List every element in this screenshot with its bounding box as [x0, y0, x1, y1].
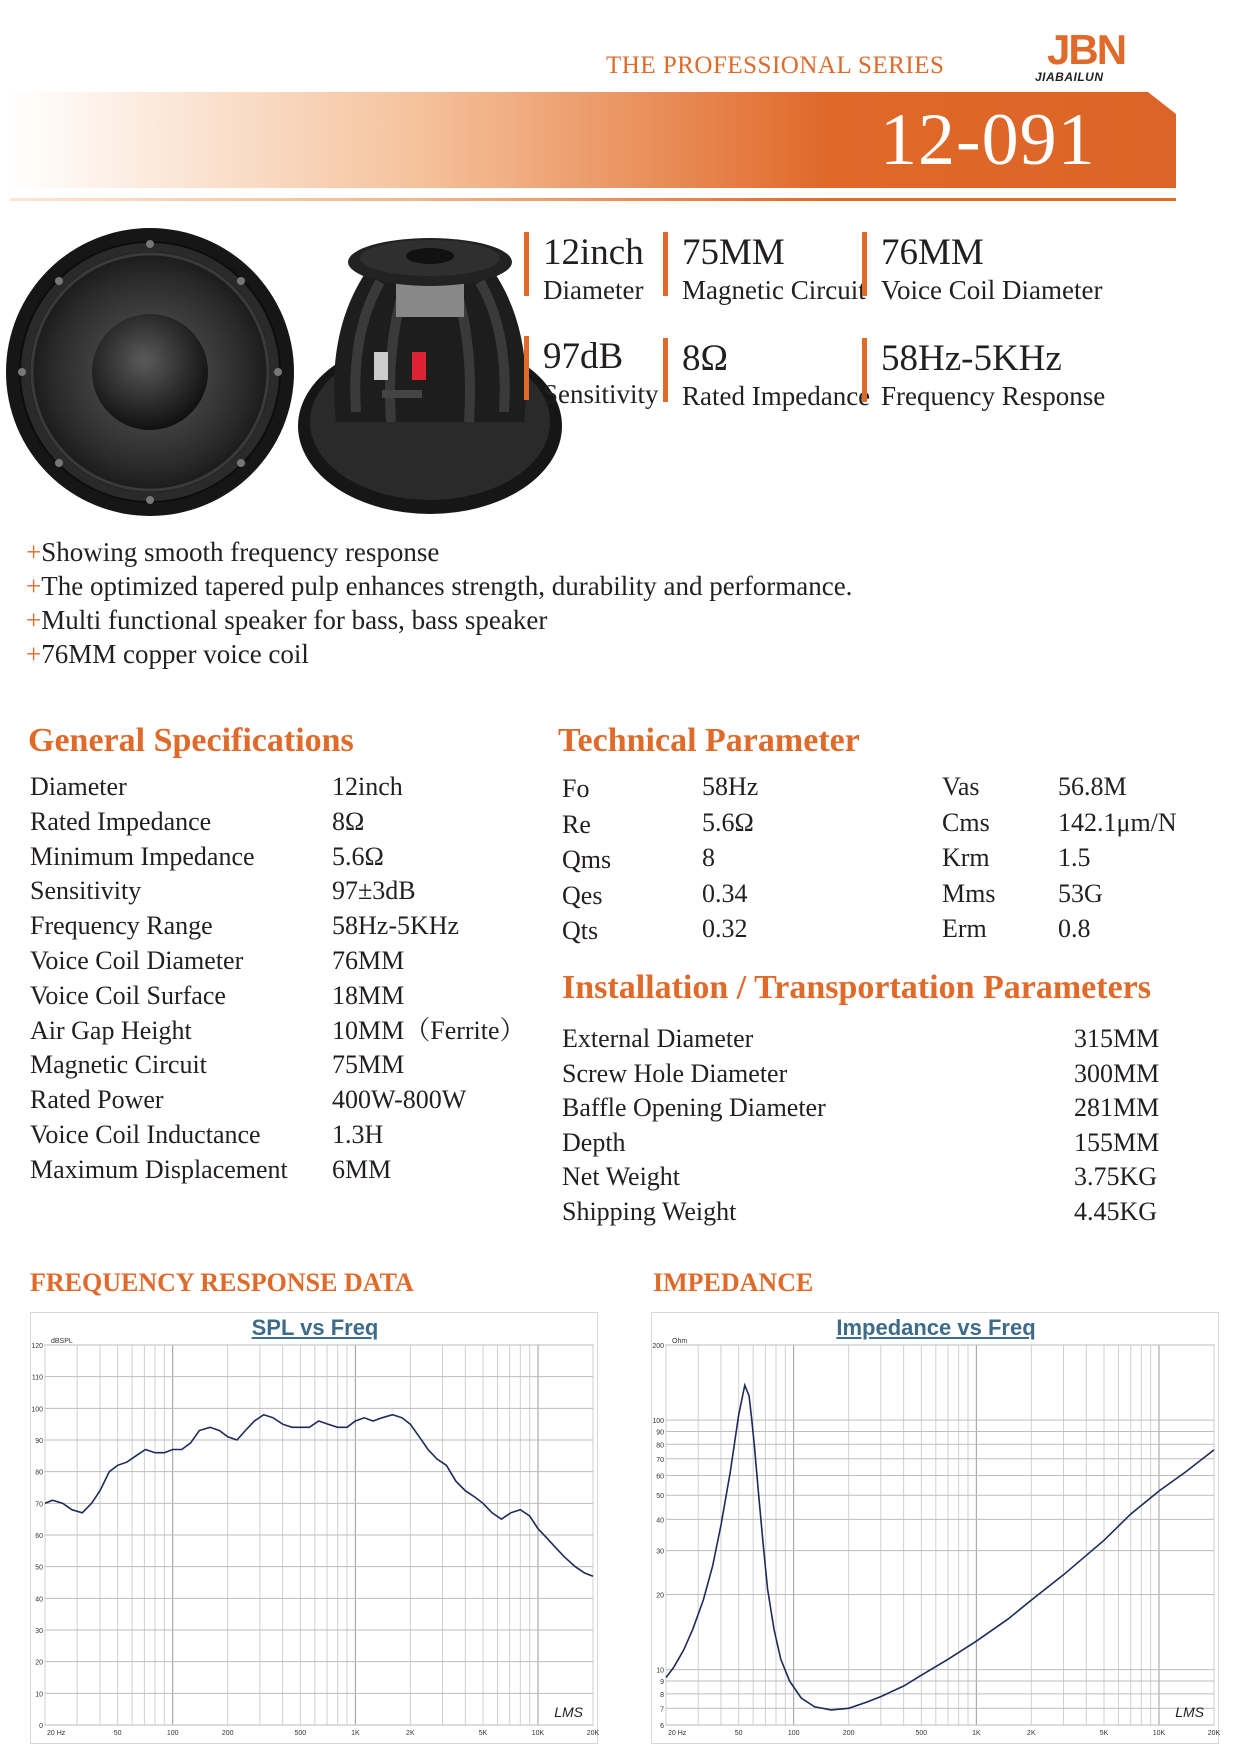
key-spec-label: Frequency Response [881, 381, 1106, 411]
y-tick-label: 60 [656, 1473, 664, 1481]
y-tick-label: 9 [660, 1679, 664, 1687]
x-tick-label: 200 [842, 1730, 855, 1737]
series-title: THE PROFESSIONAL SERIES [606, 52, 945, 79]
param-value: 5.6Ω [702, 807, 754, 837]
y-axis-label: Ohm [672, 1338, 688, 1345]
x-tick-label: 20K [1207, 1730, 1220, 1737]
install-value: 155MM [1074, 1127, 1160, 1157]
param-label: Fo [562, 774, 590, 803]
param-value: 0.32 [702, 914, 748, 943]
spl-chart-plot [31, 1313, 599, 1745]
install-label: Shipping Weight [562, 1197, 737, 1226]
key-spec-frequency-response [862, 338, 1106, 411]
impedance-chart-title: Impedance vs Freq [836, 1315, 1036, 1340]
y-tick-label: 6 [660, 1723, 664, 1730]
plus-icon: + [26, 639, 42, 669]
spec-label: Sensitivity [30, 876, 142, 906]
install-value: 3.75KG [1074, 1162, 1158, 1192]
x-tick-label: 20 Hz [47, 1730, 66, 1737]
key-spec-magnetic-circuit [663, 232, 866, 305]
y-tick-label: 50 [656, 1493, 664, 1501]
param-label: Qms [562, 845, 612, 874]
param-label: Re [562, 809, 591, 839]
param-label: Mms [942, 878, 996, 908]
install-label: Depth [562, 1127, 626, 1157]
install-value: 300MM [1074, 1058, 1160, 1088]
installation-table [562, 1022, 1222, 1232]
spec-value: 400W-800W [332, 1085, 467, 1115]
spec-label: Voice Coil Diameter [30, 946, 244, 975]
x-tick-label: 5K [478, 1730, 488, 1737]
spec-value: 1.3H [332, 1120, 384, 1149]
impedance-chart-plot [652, 1313, 1220, 1745]
x-tick-label: 1K [351, 1730, 360, 1737]
general-specs-title: General Specifications [28, 722, 354, 759]
logo-mark: JBN [1047, 26, 1126, 73]
spec-label: Diameter [30, 772, 127, 801]
x-tick-label: 2K [1027, 1730, 1036, 1737]
param-label: Cms [942, 807, 990, 837]
y-tick-label: 80 [35, 1469, 43, 1477]
model-number: 12-091 [880, 99, 1096, 181]
spec-value: 10MM（Ferrite） [332, 1015, 526, 1045]
key-spec-impedance [663, 338, 871, 411]
x-tick-label: 100 [166, 1730, 179, 1737]
param-value: 56.8M [1058, 772, 1127, 801]
y-axis-label: dBSPL [51, 1338, 73, 1345]
y-tick-label: 30 [656, 1548, 664, 1556]
spec-label: Magnetic Circuit [30, 1050, 207, 1080]
param-label: Erm [942, 914, 987, 943]
spec-value: 5.6Ω [332, 841, 384, 871]
x-tick-label: 1K [972, 1730, 981, 1737]
spec-value: 75MM [332, 1050, 405, 1080]
y-tick-label: 7 [660, 1706, 664, 1714]
speaker-front-image [4, 226, 296, 518]
logo-subtitle: JIABAILUN [1035, 70, 1104, 84]
key-spec-value: 76MM [881, 232, 984, 273]
feature-list [26, 535, 852, 671]
install-label: External Diameter [562, 1024, 754, 1053]
y-tick-label: 10 [656, 1667, 664, 1675]
lms-watermark: LMS [1175, 1704, 1204, 1720]
key-spec-value: 8Ω [682, 338, 728, 379]
param-label: Qes [562, 880, 603, 910]
feature-item: +Multi functional speaker for bass, bass speaker [26, 605, 548, 635]
feature-item: +The optimized tapered pulp enhances strength, durability and performance. [26, 571, 853, 601]
spec-value: 97±3dB [332, 876, 416, 906]
x-tick-label: 200 [221, 1730, 234, 1737]
install-label: Screw Hole Diameter [562, 1058, 788, 1088]
x-tick-label: 5K [1099, 1730, 1109, 1737]
param-value: 0.34 [702, 878, 748, 908]
y-tick-label: 40 [656, 1517, 664, 1525]
spec-value: 12inch [332, 772, 403, 801]
y-tick-label: 100 [31, 1406, 43, 1414]
y-tick-label: 110 [31, 1374, 43, 1382]
general-specs-table [30, 770, 550, 1190]
spl-chart [30, 1312, 598, 1744]
key-spec-sensitivity [524, 336, 659, 409]
y-tick-label: 70 [35, 1501, 43, 1509]
installation-title: Installation / Transportation Parameters [562, 969, 1151, 1006]
lms-watermark: LMS [554, 1704, 583, 1720]
key-spec-value: 97dB [543, 336, 624, 377]
spl-chart-title: SPL vs Freq [251, 1315, 379, 1340]
y-tick-label: 70 [656, 1456, 664, 1464]
y-tick-label: 10 [35, 1691, 43, 1699]
impedance-section-title: IMPEDANCE [653, 1268, 814, 1297]
x-tick-label: 20K [586, 1730, 599, 1737]
param-value: 8 [702, 843, 715, 872]
x-tick-label: 2K [406, 1730, 415, 1737]
install-label: Baffle Opening Diameter [562, 1093, 826, 1123]
impedance-chart [651, 1312, 1219, 1744]
spec-label: Air Gap Height [30, 1015, 192, 1045]
param-value: 142.1μm/N [1058, 807, 1177, 837]
brand-logo [1035, 28, 1145, 84]
y-tick-label: 30 [35, 1628, 43, 1635]
key-spec-label: Diameter [543, 275, 644, 305]
x-tick-label: 500 [294, 1730, 307, 1737]
y-tick-label: 0 [39, 1723, 43, 1730]
key-spec-label: Sensitivity [543, 379, 659, 409]
spec-value: 18MM [332, 980, 405, 1010]
key-spec-voice-coil [862, 232, 1103, 305]
y-tick-label: 120 [31, 1343, 43, 1350]
y-tick-label: 90 [35, 1438, 43, 1445]
spec-label: Maximum Displacement [30, 1154, 288, 1184]
y-tick-label: 60 [35, 1533, 43, 1540]
spec-label: Frequency Range [30, 911, 213, 941]
x-tick-label: 50 [113, 1730, 122, 1737]
key-spec-value: 58Hz-5KHz [881, 338, 1062, 379]
x-tick-label: 10K [531, 1730, 545, 1737]
key-spec-value: 12inch [543, 232, 644, 273]
plus-icon: + [26, 605, 42, 635]
y-tick-label: 8 [660, 1691, 664, 1699]
y-tick-label: 50 [35, 1564, 43, 1572]
spec-value: 6MM [332, 1154, 392, 1184]
param-value: 0.8 [1058, 914, 1091, 943]
x-tick-label: 500 [915, 1730, 928, 1737]
install-value: 281MM [1074, 1093, 1160, 1123]
key-spec-diameter [524, 232, 644, 305]
param-label: Vas [942, 772, 980, 801]
plot-area [666, 1345, 1214, 1725]
spec-label: Voice Coil Inductance [30, 1120, 261, 1149]
key-spec-label: Magnetic Circuit [682, 275, 866, 305]
spec-label: Rated Power [30, 1085, 164, 1115]
y-tick-label: 40 [35, 1596, 43, 1604]
install-label: Net Weight [562, 1162, 681, 1192]
x-tick-label: 50 [734, 1730, 743, 1737]
technical-parameter-table [562, 772, 1222, 952]
spec-label: Rated Impedance [30, 806, 212, 836]
plus-icon: + [26, 537, 42, 567]
param-label: Krm [942, 843, 990, 872]
y-tick-label: 20 [656, 1592, 664, 1600]
y-tick-label: 20 [35, 1659, 43, 1667]
param-value: 1.5 [1058, 843, 1091, 872]
install-value: 315MM [1074, 1024, 1160, 1053]
plus-icon: + [26, 571, 42, 601]
key-spec-label: Voice Coil Diameter [881, 275, 1103, 305]
spec-value: 76MM [332, 946, 405, 975]
param-value: 53G [1058, 878, 1103, 908]
y-tick-label: 80 [656, 1442, 664, 1450]
key-spec-label: Rated Impedance [682, 381, 871, 411]
spec-value: 58Hz-5KHz [332, 911, 460, 941]
banner-underline [10, 198, 1176, 201]
feature-item: +76MM copper voice coil [26, 639, 309, 669]
spec-label: Voice Coil Surface [30, 980, 226, 1010]
y-tick-label: 90 [656, 1429, 664, 1437]
install-value: 4.45KG [1074, 1197, 1158, 1226]
param-value: 58Hz [702, 772, 759, 801]
feature-item: +Showing smooth frequency response [26, 537, 440, 567]
technical-parameter-title: Technical Parameter [558, 722, 860, 759]
spec-value: 8Ω [332, 806, 365, 836]
y-tick-label: 200 [652, 1343, 664, 1350]
frequency-response-section-title: FREQUENCY RESPONSE DATA [30, 1268, 414, 1297]
x-tick-label: 10K [1152, 1730, 1166, 1737]
key-spec-value: 75MM [682, 232, 785, 273]
param-label: Qts [562, 916, 599, 945]
y-tick-label: 100 [652, 1418, 664, 1426]
x-tick-label: 20 Hz [668, 1730, 687, 1737]
spec-label: Minimum Impedance [30, 841, 255, 871]
x-tick-label: 100 [787, 1730, 800, 1737]
